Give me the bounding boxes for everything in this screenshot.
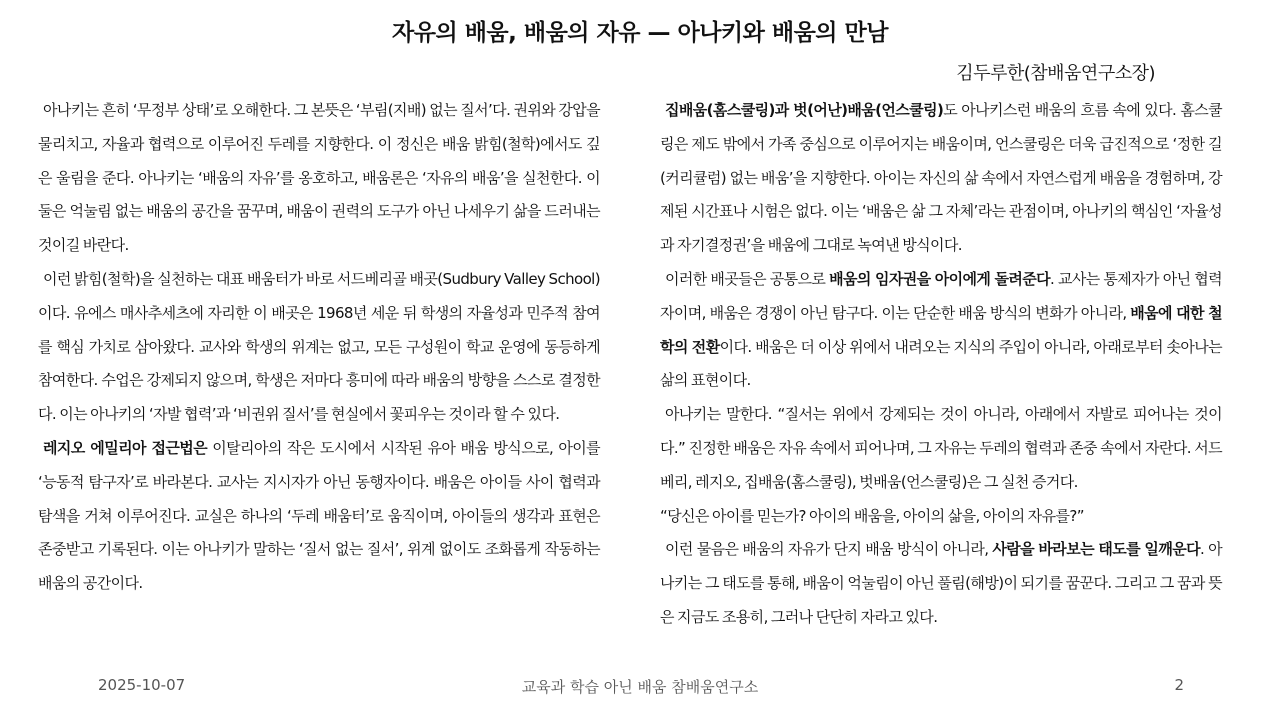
paragraph-text: 도 아나키스런 배움의 흐름 속에 있다. 홈스쿨링은 제도 밖에서 가족 중심으로 이루어지는 배움이며, 언스쿨링은 더욱 급진적으로 ‘정한 길(커리큘럼) 없는 배움’을 지향한다. 아이는 자신의 삶 속에서 자연스럽게 배움을 경험하며, 강제된 시간표나 시험은 없다. 이는 ‘배움은 삶 그 자체’라는 관점이며, 아나키의 핵심인 ‘자율성과 자기결정권’을 배움에 그대로 녹여낸 방식이다. [660,101,1222,255]
paragraph-text: 이런 물음은 배움의 자유가 단지 배움 방식이 아니라, [665,540,993,559]
paragraph-text: . 아나키는 그 태도를 통해, 배움이 억눌림이 아닌 풀림(해방)이 되기를 꿈꾼다. 그리고 그 꿈과 뜻은 지금도 조용히, 그러나 단단히 자라고 있다. [660,540,1222,626]
paragraph: 아나키는 흔히 ‘무정부 상태’로 오해한다. 그 본뜻은 ‘부림(지배) 없는 질서’다. 권위와 강압을 물리치고, 자율과 협력으로 이루어진 두레를 지향한다. 이 정신은 배움 밝힘(철학)에서도 깊은 울림을 준다. 아나키는 ‘배움의 자유’를 옹호하고, 배움론은 ‘자유의 배움’을 실천한다. 이 둘은 억눌림 없는 배움의 공간을 꿈꾸며, 배움이 권력의 도구가 아닌 나세우기 삶을 드러내는 것이길 바란다. [38,101,600,255]
page-number: 2 [1174,676,1184,694]
paragraph: 이런 밝힘(철학)을 실천하는 대표 배움터가 바로 서드베리골 배곳(Sudbury Valley School)이다. 유에스 매사추세츠에 자리한 이 배곳은 1968년 세운 뒤 학생의 자율성과 민주적 참여를 핵심 가치로 삼아왔다. 교사와 학생의 위계는 없고, 모든 구성원이 학교 운영에 동등하게 참여한다. 수업은 강제되지 않으며, 학생은 저마다 흥미에 따라 배움의 방향을 스스로 결정한다. 이는 아나키의 ‘자발 협력’과 ‘비권위 질서’를 현실에서 꽃피우는 것이라 할 수 있다. [38,269,600,424]
paragraph-text: 이러한 배곳들은 공통으로 [665,269,830,288]
footer-title: 교육과 학습 아닌 배움 참배움연구소 [521,678,759,696]
paragraph [660,94,1222,263]
page-title: 자유의 배움, 배움의 자유 — 아나키와 배움의 만남 [392,20,888,46]
paragraph: 아나키는 말한다. “질서는 위에서 강제되는 것이 아니라, 아래에서 자발로 피어나는 것이다.” 진정한 배움은 자유 속에서 피어나며, 그 자유는 두레의 협력과 존중 속에서 자란다. 서드베리, 레지오, 집배움(홈스쿨링), 벗배움(언스쿨링)은 그 실천 증거다. [660,405,1222,491]
left-column [38,94,600,601]
bold-phrase: 집배움(홈스쿨링)과 벗(어난)배움(언스쿨링) [665,101,944,119]
bold-phrase: 배움에 대한 철학의 전환 [660,303,1222,356]
paragraph [38,432,600,601]
paragraph-text: 이다. 배움은 더 이상 위에서 내려오는 지식의 주입이 아니라, 아래로부터 솟아나는 삶의 표현이다. [660,337,1223,390]
paragraph-text: . 교사는 통제자가 아닌 협력자이며, 배움은 경쟁이 아닌 탐구다. 이는 단순한 배움 방식의 변화가 아니라, [660,269,1223,322]
paragraph-text: 이탈리아의 작은 도시에서 시작된 유아 배움 방식으로, 아이를 ‘능동적 탐구자’로 바라본다. 교사는 지시자가 아닌 동행자이다. 배움은 아이들 사이 협력과 탐색을 거쳐 이루어진다. 교실은 하나의 ‘두레 배움터’로 움직이며, 아이들의 생각과 표현은 존중받고 기록된다. 이는 아나키가 말하는 ‘질서 없는 질서’, 위계 없이도 조화롭게 작동하는 배움의 공간이다. [38,438,600,593]
paragraph [660,533,1222,634]
footer-date: 2025-10-07 [98,676,186,694]
author-name: 김두루한(참배움연구소장) [956,63,1155,84]
right-column [660,94,1222,635]
quote-paragraph: “당신은 아이를 믿는가? 아이의 배움을, 아이의 삶을, 아이의 자유를?” [660,506,1084,525]
bold-phrase: 레지오 에밀리아 접근법은 [43,438,208,457]
bold-phrase: 배움의 임자권을 아이에게 돌려준다 [829,269,1051,288]
paragraph [660,263,1222,398]
bold-phrase: 사람을 바라보는 태도를 일깨운다 [992,540,1200,559]
